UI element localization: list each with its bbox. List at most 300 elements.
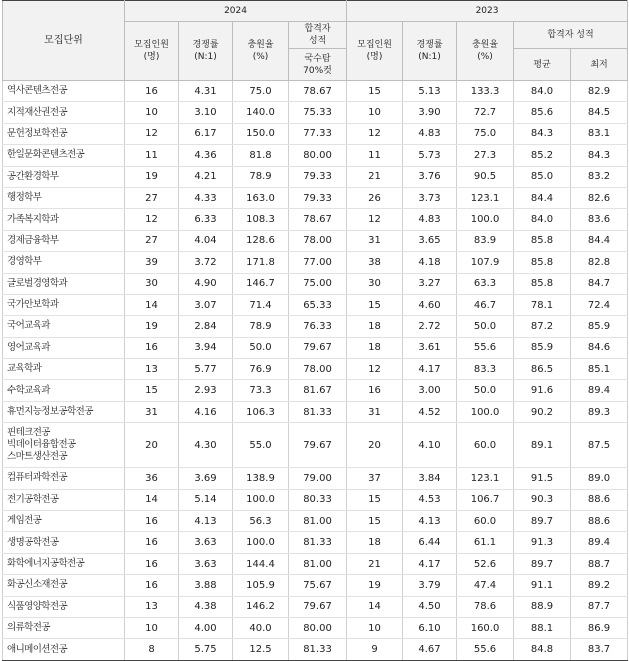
competition-2023-cell: 4.83 xyxy=(403,209,457,230)
fill-rate-2023-cell: 61.1 xyxy=(457,532,514,553)
min-score-2023-cell: 84.6 xyxy=(571,337,628,358)
table-row xyxy=(3,316,628,337)
min-score-2023-cell: 87.7 xyxy=(571,596,628,617)
recruit-2023-cell: 18 xyxy=(347,316,403,337)
recruit-2023-cell: 15 xyxy=(347,489,403,510)
pass-score-2024-cell: 78.00 xyxy=(289,359,347,380)
competition-2023-cell: 4.60 xyxy=(403,294,457,315)
header-avg: 평균 xyxy=(514,49,571,81)
unit-name: 영어교육과 xyxy=(7,341,50,353)
unit-name-cell xyxy=(3,166,125,187)
fill-rate-2024-cell: 55.0 xyxy=(233,423,289,468)
competition-2024-cell: 4.38 xyxy=(179,596,233,617)
fill-rate-2024-cell: 78.9 xyxy=(233,316,289,337)
competition-2023-cell: 3.00 xyxy=(403,380,457,401)
avg-score-2023-cell: 85.8 xyxy=(514,252,571,273)
competition-2024-cell: 6.17 xyxy=(179,123,233,144)
pass-score-2024-cell: 75.33 xyxy=(289,102,347,123)
fill-rate-2023-cell: 100.0 xyxy=(457,209,514,230)
recruit-2024-cell: 12 xyxy=(125,123,179,144)
competition-2023-cell: 3.73 xyxy=(403,187,457,208)
recruit-2024-cell: 10 xyxy=(125,617,179,638)
fill-rate-2024-cell: 140.0 xyxy=(233,102,289,123)
avg-score-2023-cell: 85.2 xyxy=(514,145,571,166)
unit-name-cell xyxy=(3,294,125,315)
recruit-2024-cell: 30 xyxy=(125,273,179,294)
table-row xyxy=(3,617,628,638)
competition-2024-cell: 3.72 xyxy=(179,252,233,273)
recruit-2024-cell: 16 xyxy=(125,337,179,358)
fill-rate-2023-cell: 55.6 xyxy=(457,639,514,660)
pass-score-2024-cell: 78.67 xyxy=(289,81,347,102)
recruit-2023-cell: 21 xyxy=(347,166,403,187)
unit-name: 역사콘텐츠전공 xyxy=(7,85,68,97)
recruit-2023-cell: 19 xyxy=(347,575,403,596)
fill-rate-2024-cell: 50.0 xyxy=(233,337,289,358)
avg-score-2023-cell: 84.3 xyxy=(514,123,571,144)
competition-2024-cell: 2.93 xyxy=(179,380,233,401)
table-row xyxy=(3,252,628,273)
competition-2023-cell: 4.67 xyxy=(403,639,457,660)
pass-score-2024-cell: 76.33 xyxy=(289,316,347,337)
recruit-2024-cell: 11 xyxy=(125,145,179,166)
competition-2023-cell: 2.72 xyxy=(403,316,457,337)
competition-2024-cell: 3.63 xyxy=(179,553,233,574)
min-score-2023-cell: 84.3 xyxy=(571,145,628,166)
pass-score-2024-cell: 65.33 xyxy=(289,294,347,315)
competition-2023-cell: 3.27 xyxy=(403,273,457,294)
unit-name: 화공신소재전공 xyxy=(7,579,68,591)
avg-score-2023-cell: 90.3 xyxy=(514,489,571,510)
recruit-2023-cell: 38 xyxy=(347,252,403,273)
unit-name-cell xyxy=(3,617,125,638)
recruit-2023-cell: 12 xyxy=(347,359,403,380)
competition-2023-cell: 4.18 xyxy=(403,252,457,273)
header-min: 최저 xyxy=(571,49,628,81)
min-score-2023-cell: 89.3 xyxy=(571,401,628,422)
min-score-2023-cell: 72.4 xyxy=(571,294,628,315)
competition-2023-cell: 3.65 xyxy=(403,230,457,251)
pass-score-2024-cell: 80.00 xyxy=(289,145,347,166)
avg-score-2023-cell: 88.9 xyxy=(514,596,571,617)
unit-name: 지적재산권전공 xyxy=(7,106,68,118)
table-row xyxy=(3,81,628,102)
recruit-2024-cell: 8 xyxy=(125,639,179,660)
recruit-2024-cell: 16 xyxy=(125,575,179,596)
unit-name-cell xyxy=(3,145,125,166)
fill-rate-2023-cell: 52.6 xyxy=(457,553,514,574)
fill-rate-2023-cell: 60.0 xyxy=(457,511,514,532)
unit-name-cell xyxy=(3,81,125,102)
fill-rate-2024-cell: 105.9 xyxy=(233,575,289,596)
fill-rate-2023-cell: 107.9 xyxy=(457,252,514,273)
recruit-2024-cell: 15 xyxy=(125,380,179,401)
avg-score-2023-cell: 85.9 xyxy=(514,337,571,358)
unit-name-cell xyxy=(3,596,125,617)
recruit-2023-cell: 37 xyxy=(347,468,403,489)
recruit-2024-cell: 13 xyxy=(125,359,179,380)
pass-score-2024-cell: 80.33 xyxy=(289,489,347,510)
unit-name-cell xyxy=(3,532,125,553)
fill-rate-2024-cell: 128.6 xyxy=(233,230,289,251)
fill-rate-2024-cell: 146.7 xyxy=(233,273,289,294)
avg-score-2023-cell: 86.5 xyxy=(514,359,571,380)
table-row xyxy=(3,166,628,187)
recruit-2023-cell: 9 xyxy=(347,639,403,660)
unit-name: 핀테크전공 xyxy=(7,427,50,439)
unit-name-cell xyxy=(3,423,125,468)
fill-rate-2023-cell: 50.0 xyxy=(457,380,514,401)
fill-rate-2023-cell: 46.7 xyxy=(457,294,514,315)
table-row xyxy=(3,401,628,422)
fill-rate-2023-cell: 72.7 xyxy=(457,102,514,123)
avg-score-2023-cell: 84.8 xyxy=(514,639,571,660)
fill-rate-2023-cell: 90.5 xyxy=(457,166,514,187)
recruit-2023-cell: 26 xyxy=(347,187,403,208)
min-score-2023-cell: 86.9 xyxy=(571,617,628,638)
unit-name-cell xyxy=(3,639,125,660)
avg-score-2023-cell: 89.7 xyxy=(514,553,571,574)
unit-name-cell xyxy=(3,123,125,144)
avg-score-2023-cell: 85.0 xyxy=(514,166,571,187)
unit-name-cell xyxy=(3,209,125,230)
unit-name-cell xyxy=(3,489,125,510)
header-fill-rate-2023: 충원율 (%) xyxy=(457,22,514,81)
table-row xyxy=(3,511,628,532)
min-score-2023-cell: 89.4 xyxy=(571,380,628,401)
min-score-2023-cell: 85.9 xyxy=(571,316,628,337)
pass-score-2024-cell: 80.00 xyxy=(289,617,347,638)
min-score-2023-cell: 88.6 xyxy=(571,511,628,532)
min-score-2023-cell: 89.2 xyxy=(571,575,628,596)
unit-name: 글로벌경영학과 xyxy=(7,277,68,289)
fill-rate-2024-cell: 73.3 xyxy=(233,380,289,401)
min-score-2023-cell: 82.9 xyxy=(571,81,628,102)
min-score-2023-cell: 88.6 xyxy=(571,489,628,510)
pass-score-2024-cell: 79.67 xyxy=(289,596,347,617)
table-row xyxy=(3,468,628,489)
competition-2024-cell: 6.33 xyxy=(179,209,233,230)
unit-name: 행정학부 xyxy=(7,192,42,204)
unit-name-cell xyxy=(3,359,125,380)
pass-score-2024-cell: 77.00 xyxy=(289,252,347,273)
recruit-2024-cell: 16 xyxy=(125,532,179,553)
unit-name-cell xyxy=(3,102,125,123)
competition-2024-cell: 2.84 xyxy=(179,316,233,337)
unit-name-cell xyxy=(3,553,125,574)
header-recruit-2024: 모집인원 (명) xyxy=(125,22,179,81)
header-pass-score-2024-sub: 국수탐 70%컷 xyxy=(289,49,347,81)
unit-name: 화학에너지공학전공 xyxy=(7,558,85,569)
competition-2024-cell: 3.07 xyxy=(179,294,233,315)
fill-rate-2024-cell: 171.8 xyxy=(233,252,289,273)
unit-name: 경영학부 xyxy=(7,256,42,268)
recruit-2024-cell: 36 xyxy=(125,468,179,489)
unit-name: 교육학과 xyxy=(7,363,42,375)
table-row xyxy=(3,380,628,401)
recruit-2023-cell: 21 xyxy=(347,553,403,574)
pass-score-2024-cell: 78.67 xyxy=(289,209,347,230)
competition-2023-cell: 5.13 xyxy=(403,81,457,102)
competition-2024-cell: 4.16 xyxy=(179,401,233,422)
unit-name: 게임전공 xyxy=(7,515,42,527)
recruit-2023-cell: 20 xyxy=(347,423,403,468)
competition-2024-cell: 5.77 xyxy=(179,359,233,380)
recruit-2024-cell: 39 xyxy=(125,252,179,273)
fill-rate-2024-cell: 144.4 xyxy=(233,553,289,574)
pass-score-2024-cell: 81.33 xyxy=(289,401,347,422)
competition-2023-cell: 5.73 xyxy=(403,145,457,166)
min-score-2023-cell: 87.5 xyxy=(571,423,628,468)
unit-name-cell xyxy=(3,316,125,337)
pass-score-2024-cell: 81.67 xyxy=(289,380,347,401)
fill-rate-2023-cell: 123.1 xyxy=(457,468,514,489)
recruit-2024-cell: 10 xyxy=(125,102,179,123)
competition-2024-cell: 3.10 xyxy=(179,102,233,123)
avg-score-2023-cell: 91.1 xyxy=(514,575,571,596)
competition-2024-cell: 4.31 xyxy=(179,81,233,102)
recruit-2024-cell: 16 xyxy=(125,81,179,102)
header-recruit-2023: 모집인원 (명) xyxy=(347,22,403,81)
pass-score-2024-cell: 81.00 xyxy=(289,553,347,574)
fill-rate-2023-cell: 100.0 xyxy=(457,401,514,422)
recruit-2023-cell: 12 xyxy=(347,209,403,230)
fill-rate-2023-cell: 133.3 xyxy=(457,81,514,102)
fill-rate-2024-cell: 40.0 xyxy=(233,617,289,638)
header-year-2024: 2024 xyxy=(125,1,347,22)
recruit-2023-cell: 14 xyxy=(347,596,403,617)
pass-score-2024-cell: 75.00 xyxy=(289,273,347,294)
competition-2024-cell: 4.33 xyxy=(179,187,233,208)
avg-score-2023-cell: 84.4 xyxy=(514,187,571,208)
pass-score-2024-cell: 81.33 xyxy=(289,532,347,553)
unit-name-cell xyxy=(3,252,125,273)
recruit-2024-cell: 31 xyxy=(125,401,179,422)
competition-2023-cell: 4.52 xyxy=(403,401,457,422)
recruit-2024-cell: 16 xyxy=(125,553,179,574)
avg-score-2023-cell: 88.1 xyxy=(514,617,571,638)
table-row xyxy=(3,359,628,380)
avg-score-2023-cell: 85.8 xyxy=(514,273,571,294)
min-score-2023-cell: 84.4 xyxy=(571,230,628,251)
fill-rate-2023-cell: 60.0 xyxy=(457,423,514,468)
unit-name: 생명공학전공 xyxy=(7,536,59,548)
unit-name: 국가안보학과 xyxy=(7,299,59,311)
table-row xyxy=(3,596,628,617)
header-pass-score-2023: 합격자 성적 xyxy=(514,22,628,49)
competition-2023-cell: 4.50 xyxy=(403,596,457,617)
competition-2023-cell: 4.17 xyxy=(403,553,457,574)
fill-rate-2023-cell: 50.0 xyxy=(457,316,514,337)
fill-rate-2023-cell: 83.3 xyxy=(457,359,514,380)
fill-rate-2024-cell: 12.5 xyxy=(233,639,289,660)
recruit-2023-cell: 31 xyxy=(347,401,403,422)
avg-score-2023-cell: 91.6 xyxy=(514,380,571,401)
unit-name: 의류학전공 xyxy=(7,622,50,634)
table-row xyxy=(3,423,628,468)
competition-2023-cell: 3.84 xyxy=(403,468,457,489)
fill-rate-2024-cell: 146.2 xyxy=(233,596,289,617)
unit-name: 수학교육과 xyxy=(7,384,50,396)
fill-rate-2024-cell: 78.9 xyxy=(233,166,289,187)
avg-score-2023-cell: 78.1 xyxy=(514,294,571,315)
competition-2024-cell: 5.14 xyxy=(179,489,233,510)
fill-rate-2023-cell: 123.1 xyxy=(457,187,514,208)
table-row xyxy=(3,273,628,294)
competition-2023-cell: 4.10 xyxy=(403,423,457,468)
pass-score-2024-cell: 81.00 xyxy=(289,511,347,532)
fill-rate-2024-cell: 106.3 xyxy=(233,401,289,422)
recruit-2023-cell: 15 xyxy=(347,511,403,532)
fill-rate-2024-cell: 71.4 xyxy=(233,294,289,315)
fill-rate-2024-cell: 108.3 xyxy=(233,209,289,230)
table-row xyxy=(3,489,628,510)
table-row xyxy=(3,230,628,251)
table-row xyxy=(3,553,628,574)
competition-2024-cell: 4.30 xyxy=(179,423,233,468)
unit-name-cell xyxy=(3,230,125,251)
recruit-2024-cell: 19 xyxy=(125,316,179,337)
avg-score-2023-cell: 91.3 xyxy=(514,532,571,553)
fill-rate-2024-cell: 100.0 xyxy=(233,489,289,510)
recruit-2024-cell: 14 xyxy=(125,489,179,510)
pass-score-2024-cell: 78.00 xyxy=(289,230,347,251)
recruit-2023-cell: 12 xyxy=(347,123,403,144)
recruit-2024-cell: 14 xyxy=(125,294,179,315)
pass-score-2024-cell: 79.33 xyxy=(289,166,347,187)
unit-name-cell xyxy=(3,575,125,596)
recruit-2023-cell: 15 xyxy=(347,294,403,315)
avg-score-2023-cell: 89.1 xyxy=(514,423,571,468)
competition-2024-cell: 4.13 xyxy=(179,511,233,532)
unit-name-cell xyxy=(3,187,125,208)
table-row xyxy=(3,575,628,596)
unit-name-cell xyxy=(3,401,125,422)
min-score-2023-cell: 84.5 xyxy=(571,102,628,123)
table-row xyxy=(3,187,628,208)
recruit-2024-cell: 27 xyxy=(125,187,179,208)
table-row xyxy=(3,337,628,358)
min-score-2023-cell: 89.4 xyxy=(571,532,628,553)
min-score-2023-cell: 85.1 xyxy=(571,359,628,380)
table-row xyxy=(3,102,628,123)
table-row xyxy=(3,209,628,230)
fill-rate-2024-cell: 75.0 xyxy=(233,81,289,102)
recruit-2024-cell: 16 xyxy=(125,511,179,532)
unit-name-cell xyxy=(3,273,125,294)
unit-name-cell xyxy=(3,468,125,489)
min-score-2023-cell: 83.7 xyxy=(571,639,628,660)
competition-2024-cell: 4.21 xyxy=(179,166,233,187)
unit-name-cell xyxy=(3,511,125,532)
table-row xyxy=(3,123,628,144)
competition-2024-cell: 5.75 xyxy=(179,639,233,660)
pass-score-2024-cell: 79.67 xyxy=(289,337,347,358)
competition-2024-cell: 3.63 xyxy=(179,532,233,553)
min-score-2023-cell: 84.7 xyxy=(571,273,628,294)
competition-2024-cell: 4.36 xyxy=(179,145,233,166)
table-row xyxy=(3,639,628,660)
fill-rate-2023-cell: 47.4 xyxy=(457,575,514,596)
recruit-2024-cell: 27 xyxy=(125,230,179,251)
unit-name-cell xyxy=(3,337,125,358)
competition-2023-cell: 6.10 xyxy=(403,617,457,638)
header-unit: 모집단위 xyxy=(3,1,125,81)
competition-2023-cell: 6.44 xyxy=(403,532,457,553)
recruit-2023-cell: 31 xyxy=(347,230,403,251)
competition-2023-cell: 3.79 xyxy=(403,575,457,596)
competition-2024-cell: 4.00 xyxy=(179,617,233,638)
header-pass-score-2024: 합격자 성적 xyxy=(289,22,347,49)
avg-score-2023-cell: 84.0 xyxy=(514,209,571,230)
competition-2023-cell: 4.53 xyxy=(403,489,457,510)
avg-score-2023-cell: 87.2 xyxy=(514,316,571,337)
fill-rate-2023-cell: 106.7 xyxy=(457,489,514,510)
fill-rate-2023-cell: 55.6 xyxy=(457,337,514,358)
competition-2023-cell: 4.83 xyxy=(403,123,457,144)
unit-name: 공간환경학부 xyxy=(7,170,59,182)
pass-score-2024-cell: 79.33 xyxy=(289,187,347,208)
fill-rate-2024-cell: 100.0 xyxy=(233,532,289,553)
recruit-2023-cell: 10 xyxy=(347,617,403,638)
recruit-2024-cell: 20 xyxy=(125,423,179,468)
avg-score-2023-cell: 89.7 xyxy=(514,511,571,532)
min-score-2023-cell: 83.2 xyxy=(571,166,628,187)
pass-score-2024-cell: 79.00 xyxy=(289,468,347,489)
min-score-2023-cell: 83.1 xyxy=(571,123,628,144)
avg-score-2023-cell: 91.5 xyxy=(514,468,571,489)
unit-name: 문헌정보학전공 xyxy=(7,127,68,139)
fill-rate-2024-cell: 81.8 xyxy=(233,145,289,166)
recruit-2024-cell: 12 xyxy=(125,209,179,230)
unit-name: 전기공학전공 xyxy=(7,493,59,505)
fill-rate-2024-cell: 76.9 xyxy=(233,359,289,380)
pass-score-2024-cell: 77.33 xyxy=(289,123,347,144)
unit-name: 애니메이션전공 xyxy=(7,643,68,655)
fill-rate-2023-cell: 83.9 xyxy=(457,230,514,251)
competition-2023-cell: 4.17 xyxy=(403,359,457,380)
competition-2024-cell: 3.69 xyxy=(179,468,233,489)
avg-score-2023-cell: 85.6 xyxy=(514,102,571,123)
table-row xyxy=(3,532,628,553)
pass-score-2024-cell: 81.33 xyxy=(289,639,347,660)
header-competition-2023: 경쟁률 (N:1) xyxy=(403,22,457,81)
fill-rate-2023-cell: 160.0 xyxy=(457,617,514,638)
recruit-2023-cell: 10 xyxy=(347,102,403,123)
min-score-2023-cell: 82.8 xyxy=(571,252,628,273)
min-score-2023-cell: 83.6 xyxy=(571,209,628,230)
avg-score-2023-cell: 84.0 xyxy=(514,81,571,102)
min-score-2023-cell: 89.0 xyxy=(571,468,628,489)
recruit-2024-cell: 19 xyxy=(125,166,179,187)
unit-name: 빅데이터융합전공 xyxy=(7,439,76,451)
competition-2023-cell: 3.76 xyxy=(403,166,457,187)
min-score-2023-cell: 88.7 xyxy=(571,553,628,574)
competition-2024-cell: 3.88 xyxy=(179,575,233,596)
recruit-2023-cell: 11 xyxy=(347,145,403,166)
competition-2024-cell: 4.90 xyxy=(179,273,233,294)
avg-score-2023-cell: 85.8 xyxy=(514,230,571,251)
fill-rate-2024-cell: 163.0 xyxy=(233,187,289,208)
unit-name: 가족복지학과 xyxy=(7,213,59,225)
unit-name: 국어교육과 xyxy=(7,320,50,332)
header-competition-2024: 경쟁률 (N:1) xyxy=(179,22,233,81)
recruit-2023-cell: 16 xyxy=(347,380,403,401)
recruit-2024-cell: 13 xyxy=(125,596,179,617)
header-year-2023: 2023 xyxy=(347,1,628,22)
recruit-2023-cell: 30 xyxy=(347,273,403,294)
admission-results-table xyxy=(2,0,628,661)
